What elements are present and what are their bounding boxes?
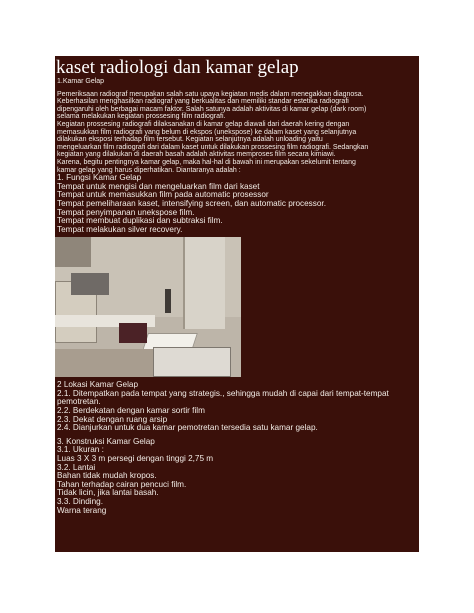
section-heading: 3. Konstruksi Kamar Gelap <box>57 436 155 446</box>
konstruksi-section <box>55 438 419 515</box>
list-item: Bahan tidak mudah kropos. <box>57 471 157 481</box>
list-item: Luas 3 X 3 m persegi dengan tinggi 2,75 m <box>57 454 214 464</box>
paragraph-line: dilakukan eksposi terhadap film tersebut. Kegiatan selanjutnya adalah unloading yaitu <box>57 136 323 144</box>
paragraph-line: kamar gelap yang harus diperhatikan. Diantaranya adalah : <box>57 166 241 174</box>
paragraph-line: memasukkan film radiografi yang belum di ekspos (unekspose) ke dalam kaset yang selanjutnya <box>57 128 357 136</box>
photo-processor <box>71 273 109 295</box>
intro-section <box>55 78 419 174</box>
paragraph-line: Pemeriksaan radiograf merupakan salah satu upaya kegiatan medis dalam menegakkan diagnosa. <box>57 90 364 98</box>
darkroom-photo <box>55 237 241 377</box>
photo-floor <box>55 349 153 377</box>
paragraph-line: kegiatan yang dilakukan di daerah basah adalah aktivitas memproses film secara kimiawi. <box>57 151 336 159</box>
list-item: 3.2. Lantai <box>57 462 96 472</box>
list-item: Tidak licin, jika lantai basah. <box>57 488 159 498</box>
document-title: kaset radiologi dan kamar gelap <box>56 57 299 78</box>
paragraph-line: Karena, begitu pentingnya kamar gelap, maka hal-hal di bawah ini merupakan sekelumit tentang <box>57 158 356 166</box>
list-item: 2.1. Ditempatkan pada tempat yang strategis., sehingga mudah di capai dari tempat-tempat <box>57 388 389 398</box>
list-item: Tahan terhadap cairan pencuci film. <box>57 479 187 489</box>
paragraph-line: Keberhasilan menghasilkan radiograf yang berkualitas dan memiliki standar estetika radiografi <box>57 98 349 106</box>
list-item: 3.3. Dinding. <box>57 497 103 506</box>
list-item: Tempat untuk mengisi dan mengeluarkan film dari kaset <box>57 181 260 191</box>
list-item: 2.4. Dianjurkan untuk dua kamar pemotretan tersedia satu kamar gelap. <box>57 423 318 433</box>
paragraph-line: Kegiatan prossesing radiografi dilaksanakan di kamar gelap diawali dari daerah kering dengan <box>57 120 350 128</box>
photo-dark-box <box>119 323 147 343</box>
section-heading: 2 Lokasi Kamar Gelap <box>57 380 139 390</box>
lokasi-section <box>55 381 419 433</box>
document-page <box>55 56 419 552</box>
photo-lamp <box>165 289 171 313</box>
list-item: 3.1. Ukuran : <box>57 445 104 455</box>
photo-shelf <box>55 237 91 267</box>
list-item: Tempat untuk memasukkan film pada automatic prosessor <box>57 190 269 200</box>
list-item: 2.3. Dekat dengan ruang arsip <box>57 414 168 424</box>
paragraph-line: mengeluarkan film radiografi dari dalam kaset untuk dilakukan prossesing film radiografi. Sedangkan <box>57 143 369 151</box>
section-heading: 1. Fungsi Kamar Gelap <box>57 173 142 183</box>
list-item: Tempat melakukan silver recovery. <box>57 224 183 234</box>
list-item: pemotretan. <box>57 397 101 407</box>
section-heading: 1.Kamar Gelap <box>57 78 105 85</box>
list-item: Tempat pemeliharaan kaset, intensifying screen, dan automatic processor. <box>57 198 326 208</box>
list-item: Tempat penyimpanan unekspose film. <box>57 207 195 217</box>
paragraph-line: selama melakukan kegiatan prossesing film radiografi. <box>57 113 226 121</box>
photo-machine <box>153 347 231 377</box>
list-item: Tempat membuat duplikasi dan subtraksi film. <box>57 216 223 226</box>
fungsi-section <box>55 174 419 234</box>
photo-door <box>183 237 225 329</box>
list-item: Warna terang <box>57 505 107 515</box>
paragraph-line: dipengaruhi oleh berbagai macam faktor. Salah satunya adalah aktivitas di kamar gelap (dark room) <box>57 105 367 113</box>
list-item: 2.2. Berdekatan dengan kamar sortir film <box>57 406 205 416</box>
